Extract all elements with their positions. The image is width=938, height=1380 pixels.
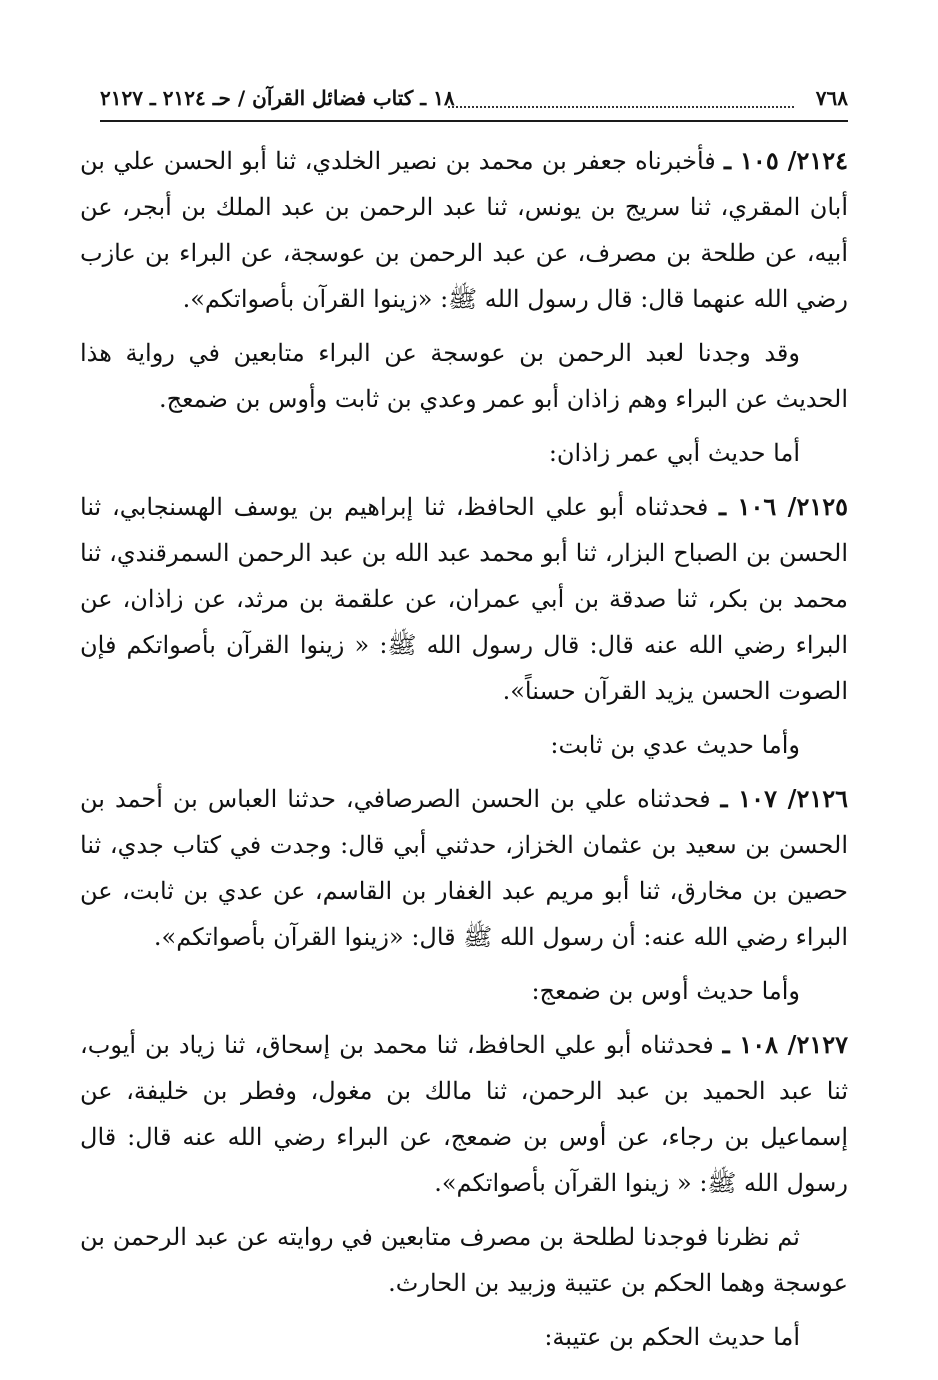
- heading-text: أما حديث أبي عمر زاذان:: [548, 439, 800, 467]
- hadith-2125: [80, 484, 848, 714]
- hadith-2127: [80, 1022, 848, 1206]
- section-heading: [80, 722, 848, 768]
- section-heading: [80, 968, 848, 1014]
- page-body: [80, 138, 848, 1368]
- heading-text: أما حديث الحكم بن عتيبة:: [544, 1323, 800, 1351]
- hadith-text: فحدثناه أبو علي الحافظ، ثنا محمد بن إسحاق، ثنا زياد بن أيوب، ثنا عبد الحميد بن عبد الرحمن، ثنا مالك بن مغول، وفطر بن خليفة، عن إسماعيل بن رجاء، عن أوس بن ضمعج، عن البراء رضي الله عنه قال: قال رسول الله ﷺ: « زينوا القرآن بأصواتكم».: [80, 1031, 848, 1197]
- running-title: ١٨ ـ كتاب فضائل القرآن / حـ ٢١٢٤ ـ ٢١٢٧: [100, 86, 455, 110]
- hadith-2126: [80, 776, 848, 960]
- hadith-number: ٢١٢٦/ ١٠٧ ـ: [720, 784, 848, 813]
- hadith-number: ٢١٢٥/ ١٠٦ ـ: [719, 492, 849, 521]
- section-heading: [80, 1314, 848, 1360]
- heading-text: وأما حديث أوس بن ضمعج:: [531, 977, 800, 1005]
- running-header: [100, 84, 848, 122]
- hadith-2124: [80, 138, 848, 322]
- section-heading: [80, 430, 848, 476]
- hadith-text: فحدثناه أبو علي الحافظ، ثنا إبراهيم بن يوسف الهسنجابي، ثنا الحسن بن الصباح البزار، ثنا أبو محمد عبد الله بن عبد الرحمن السمرقندي، ثنا محمد بن بكر، ثنا صدقة بن أبي عمران، عن علقمة بن مرثد، عن زاذان، عن البراء رضي الله عنه قال: قال رسول الله ﷺ: « زينوا القرآن بأصواتكم فإن الصوت الحسن يزيد القرآن حسناً».: [80, 493, 849, 705]
- hadith-number: ٢١٢٧/ ١٠٨ ـ: [722, 1030, 849, 1059]
- heading-text: وأما حديث عدي بن ثابت:: [550, 731, 800, 759]
- paragraph-text: ثم نظرنا فوجدنا لطلحة بن مصرف متابعين في روايته عن عبد الرحمن بن عوسجة وهما الحكم بن عتيبة وزبيد بن الحارث.: [80, 1223, 848, 1297]
- dotted-leader: [448, 106, 794, 108]
- page-number: ٧٦٨: [815, 86, 848, 110]
- hadith-text: فأخبرناه جعفر بن محمد بن نصير الخلدي، ثنا أبو الحسن علي بن أبان المقري، ثنا سريج بن يونس، ثنا عبد الرحمن بن عبد الملك بن أبجر، عن أبيه، عن طلحة بن مصرف، عن عبد الرحمن بن عوسجة، عن البراء بن عازب رضي الله عنهما قال: قال رسول الله ﷺ: «زينوا القرآن بأصواتكم».: [80, 147, 849, 313]
- hadith-text: فحدثناه علي بن الحسن الصرصافي، حدثنا العباس بن أحمد بن الحسن بن سعيد بن عثمان الخزاز، حدثني أبي قال: وجدت في كتاب جدي، ثنا حصين بن مخارق، ثنا أبو مريم عبد الغفار بن القاسم، عن عدي بن ثابت، عن البراء رضي الله عنه: أن رسول الله ﷺ قال: «زينوا القرآن بأصواتكم».: [80, 785, 849, 951]
- paragraph-text: وقد وجدنا لعبد الرحمن بن عوسجة عن البراء متابعين في رواية هذا الحديث عن البراء وهم زاذان أبو عمر وعدي بن ثابت وأوس بن ضمعج.: [80, 339, 848, 413]
- hadith-number: ٢١٢٤/ ١٠٥ ـ: [724, 146, 849, 175]
- commentary-paragraph: [80, 330, 848, 422]
- commentary-paragraph: [80, 1214, 848, 1306]
